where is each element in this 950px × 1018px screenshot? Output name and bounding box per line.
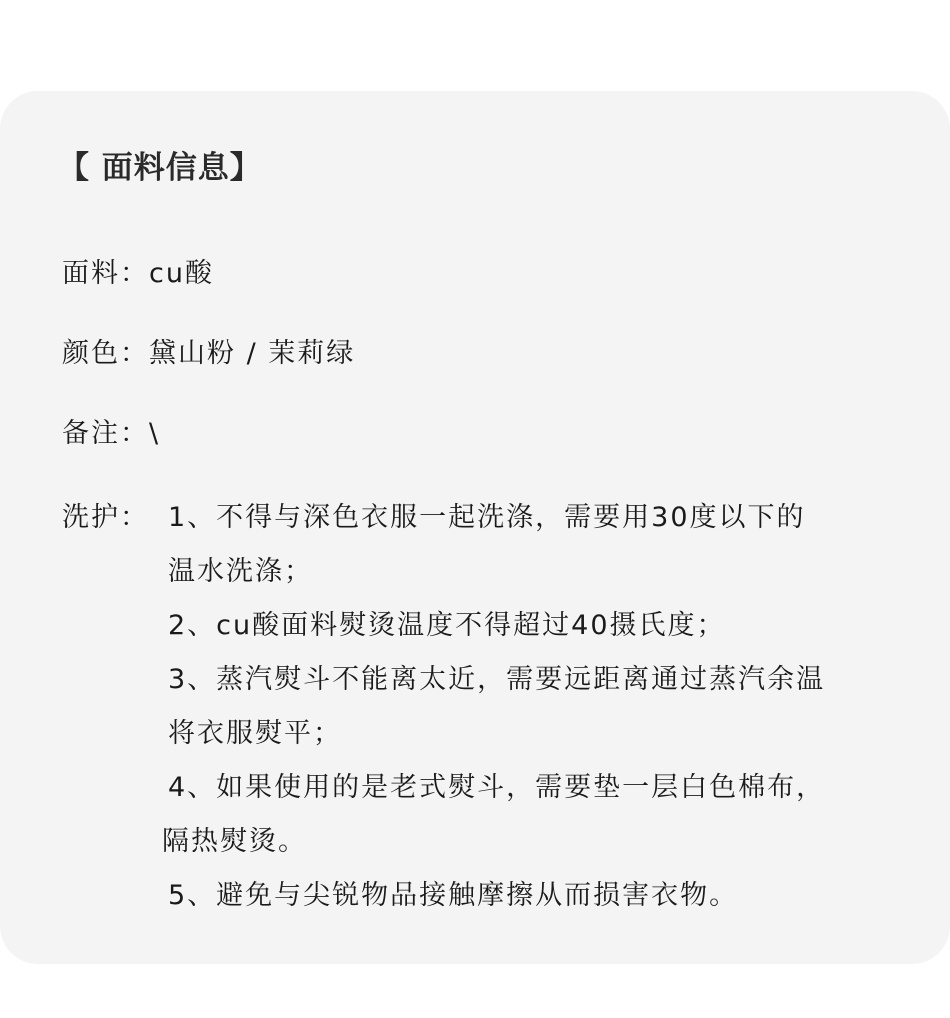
color-label: 颜色： — [62, 338, 149, 369]
fabric-label: 面料： — [62, 258, 149, 289]
care-line: 将衣服熨平； — [168, 718, 342, 749]
care-line: 3、蒸汽熨斗不能离太近，需要远距离通过蒸汽余温 — [168, 664, 826, 695]
care-label: 洗护： — [62, 502, 149, 533]
note-value: \ — [149, 418, 161, 449]
care-line: 温水洗涤； — [168, 556, 313, 587]
care-line: 4、如果使用的是老式熨斗，需要垫一层白色棉布， — [168, 772, 826, 803]
care-line: 1、不得与深色衣服一起洗涤，需要用30度以下的 — [168, 502, 806, 533]
section-title: 【 面料信息】 — [58, 150, 262, 186]
fabric-value: cu酸 — [149, 258, 214, 289]
fabric-row — [62, 254, 214, 294]
color-row — [62, 334, 355, 374]
care-line: 隔热熨烫。 — [162, 826, 307, 857]
care-line: 5、避免与尖锐物品接触摩擦从而损害衣物。 — [168, 880, 739, 911]
note-label: 备注： — [62, 418, 149, 449]
care-line: 2、cu酸面料熨烫温度不得超过40摄氏度； — [168, 610, 726, 641]
color-value: 黛山粉 / 茉莉绿 — [149, 338, 356, 369]
note-row — [62, 414, 160, 454]
